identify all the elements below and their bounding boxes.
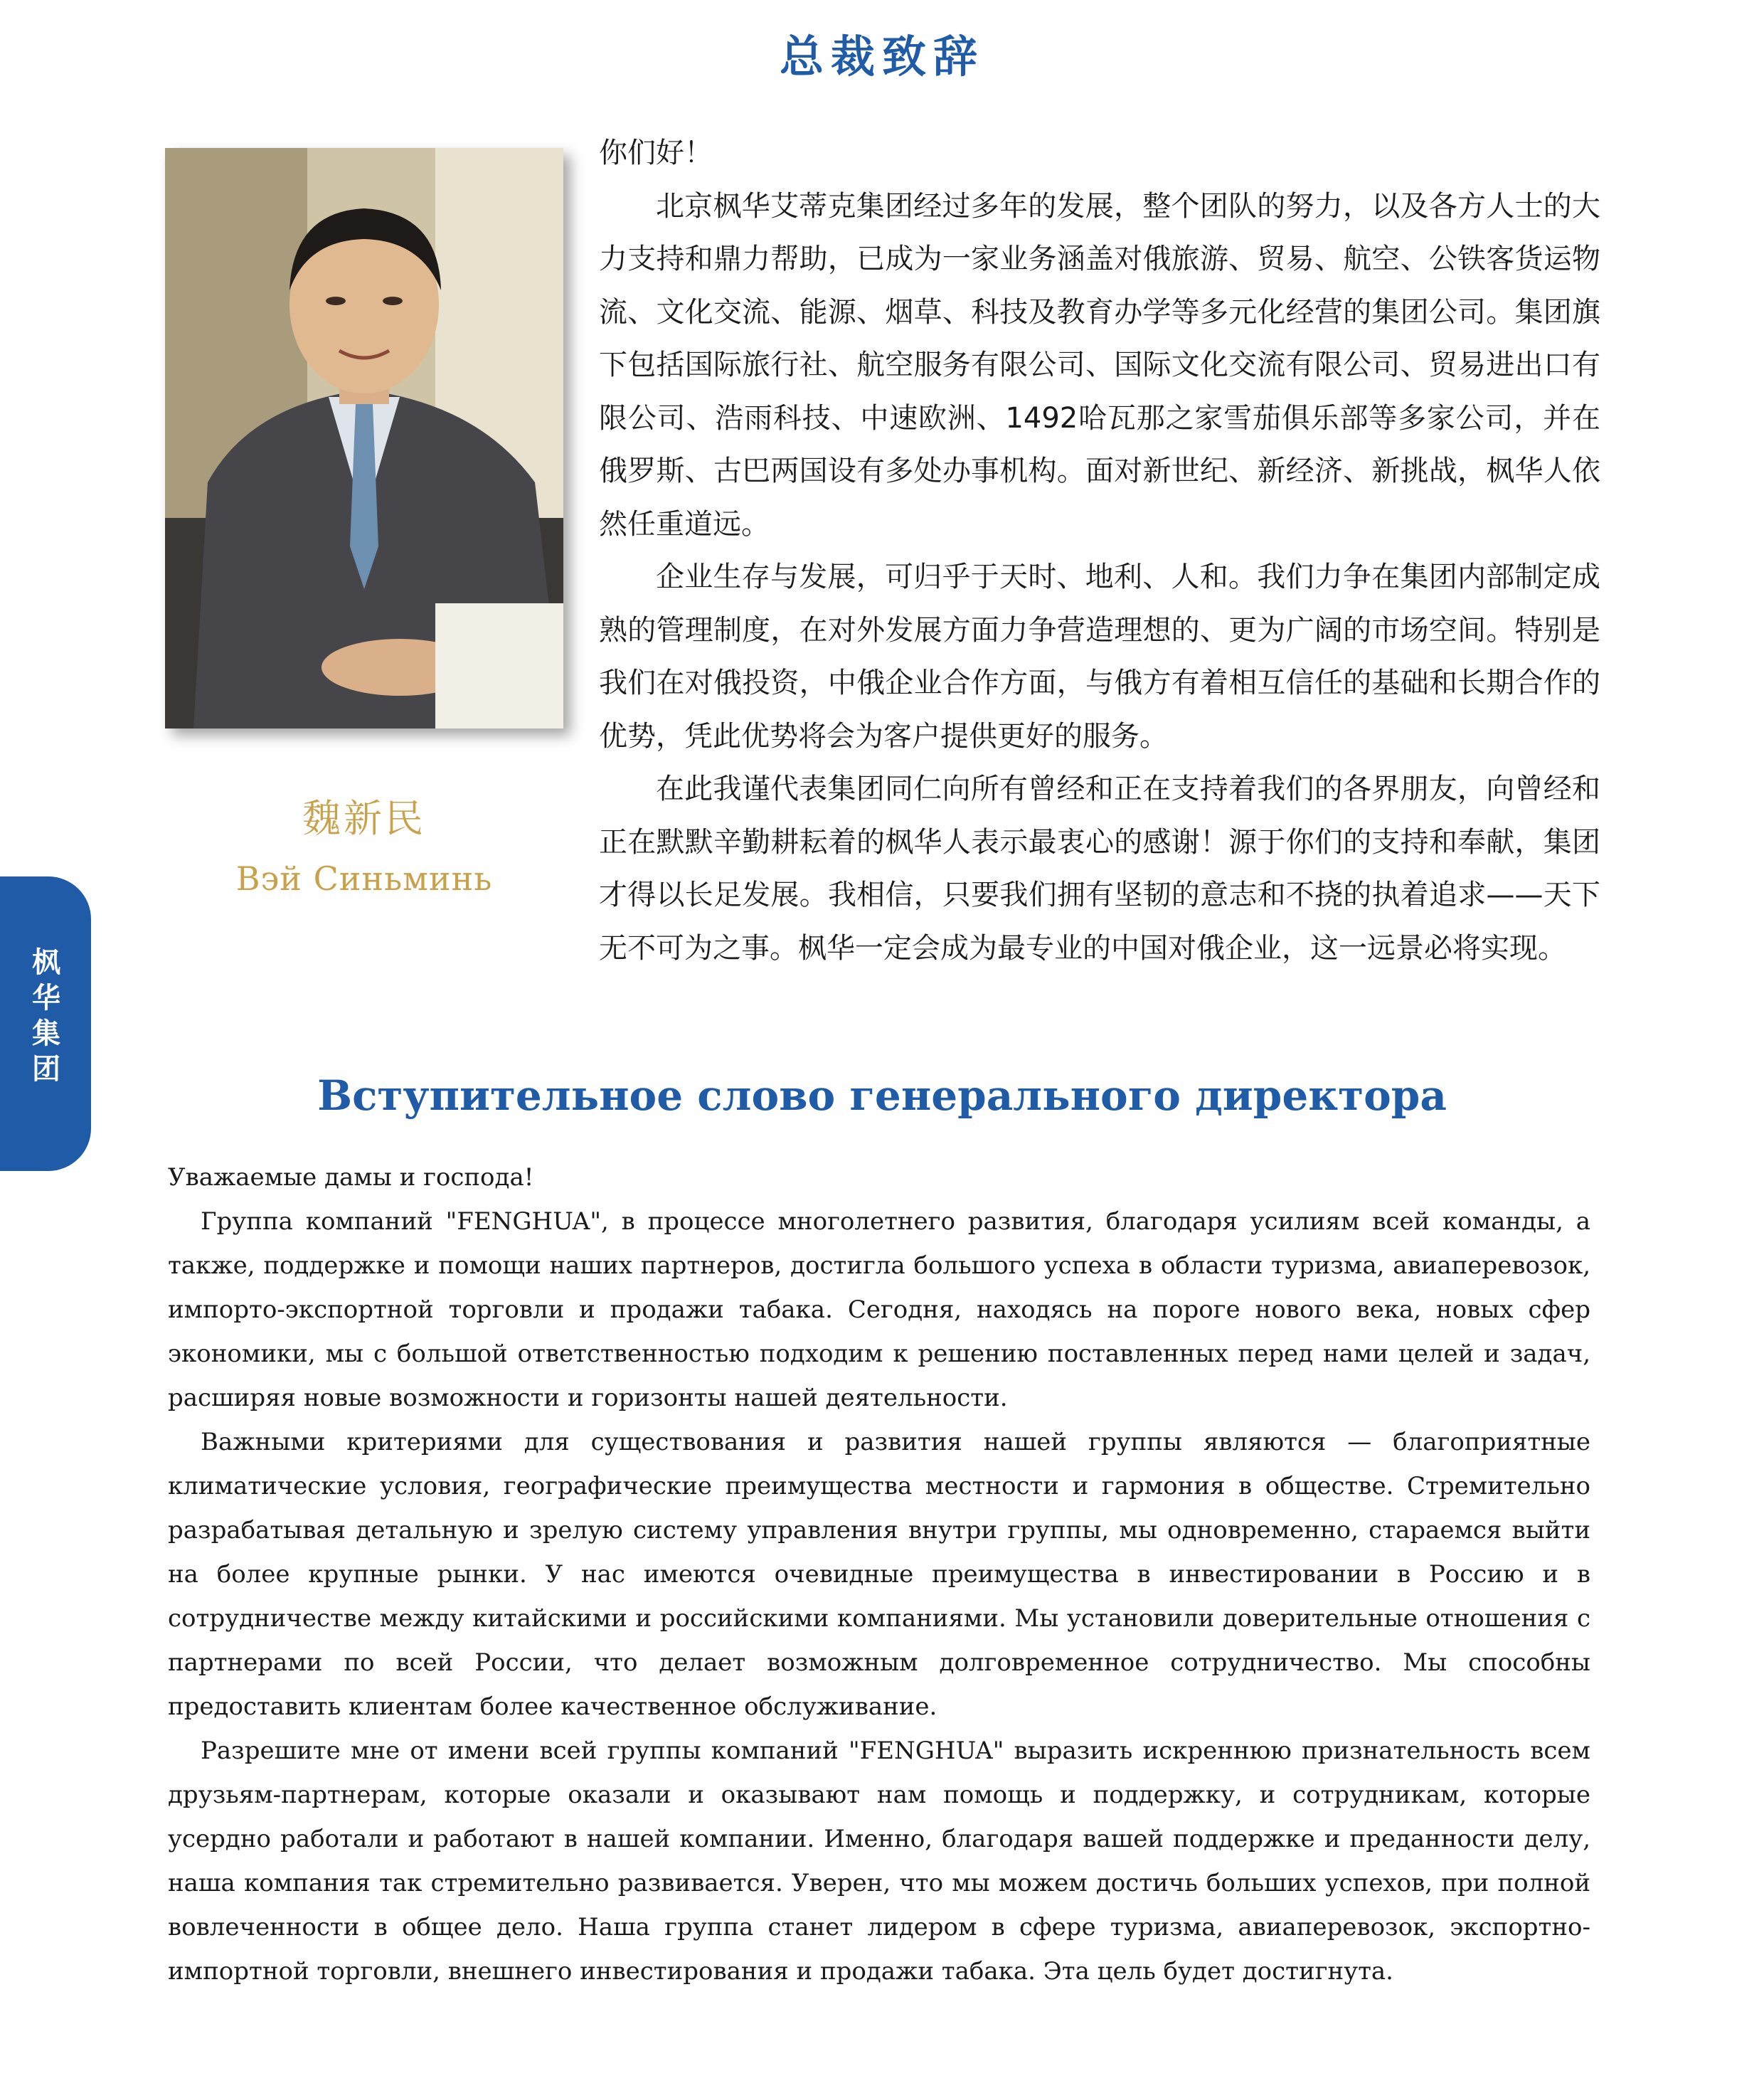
chinese-paragraph: 企业生存与发展，可归乎于天时、地利、人和。我们力争在集团内部制定成熟的管理制度，在对外发展方面力争营造理想的、更为广阔的市场空间。特别是我们在对俄投资，中俄企业合作方面，与俄方有着相互信任的基础和长期合作的优势，凭此优势将会为客户提供更好的服务。 bbox=[599, 561, 1600, 753]
chinese-paragraph: 在此我谨代表集团同仁向所有曾经和正在支持着我们的各界朋友，向曾经和正在默默辛勤耕耘着的枫华人表示最衷心的感谢！源于你们的支持和奉献，集团才得以长足发展。我相信，只要我们拥有坚韧的意志和不挠的执着追求——天下无不可为之事。枫华一定会成为最专业的中国对俄企业，这一远景必将实现。 bbox=[599, 773, 1600, 965]
russian-greeting: Уважаемые дамы и господа! bbox=[168, 1163, 534, 1192]
russian-paragraph: Группа компаний "FENGHUA", в процессе многолетнего развития, благодаря усилиям всей команды, а также, поддержке и помощи наших партнеров, достигла большого успеха в области туризма, авиаперевозок, импорто-экспортной торговли и продажи табака. Сегодня, находясь на пороге нового века, новых сфер экономики, мы с большой ответственностью подходим к решению поставленных перед нами целей и задач, расширяя новые возможности и горизонты нашей деятельности. bbox=[168, 1207, 1590, 1412]
signature-name-chinese: 魏新民 bbox=[302, 796, 426, 841]
chinese-greeting: 你们好！ bbox=[599, 137, 713, 169]
portrait-illustration bbox=[165, 148, 563, 728]
chinese-message-body bbox=[599, 127, 1600, 975]
russian-message-body bbox=[168, 1155, 1590, 1993]
page-title-chinese: 总裁致辞 bbox=[779, 31, 984, 83]
russian-paragraph: Разрешите мне от имени всей группы компаний "FENGHUA" выразить искреннюю признательность всем друзьям-партнерам, которые оказали и оказывают нам помощь и поддержку, и сотрудникам, которые усердно работали и работают в нашей компании. Именно, благодаря вашей поддержке и преданности делу, наша компания так стремительно развивается. Уверен, что мы можем достичь больших успехов, при полной вовлеченности в общее дело. Наша группа станет лидером в сфере туризма, авиаперевозок, экспортно-импортной торговли, внешнего инвестирования и продажи табака. Эта цель будет достигнута. bbox=[168, 1737, 1590, 1986]
page-title-russian: Вступительное слово генерального директора bbox=[317, 1071, 1447, 1120]
president-portrait-photo bbox=[165, 148, 563, 728]
side-tab-label: 枫华集团 bbox=[32, 946, 60, 1086]
russian-paragraph: Важными критериями для существования и развития нашей группы являются — благоприятные климатические условия, географические преимущества местности и гармония в обществе. Стремительно разрабатывая детальную и зрелую систему управления внутри группы, мы одновременно, стараемся выйти на более крупные рынки. У нас имеются очевидные преимущества в инвестировании в Россию и в сотрудничестве между китайскими и российскими компаниями. Мы установили доверительные отношения с партнерами по всей России, что делает возможным долговременное сотрудничество. Мы способны предоставить клиентам более качественное обслуживание. bbox=[168, 1428, 1590, 1721]
signature-name-russian: Вэй Синьминь bbox=[235, 859, 493, 898]
chinese-paragraph: 北京枫华艾蒂克集团经过多年的发展，整个团队的努力，以及各方人士的大力支持和鼎力帮助，已成为一家业务涵盖对俄旅游、贸易、航空、公铁客货运物流、文化交流、能源、烟草、科技及教育办学等多元化经营的集团公司。集团旗下包括国际旅行社、航空服务有限公司、国际文化交流有限公司、贸易进出口有限公司、浩雨科技、中速欧洲、1492哈瓦那之家雪茄俱乐部等多家公司，并在俄罗斯、古巴两国设有多处办事机构。面对新世纪、新经济、新挑战，枫华人依然任重道远。 bbox=[599, 189, 1600, 541]
